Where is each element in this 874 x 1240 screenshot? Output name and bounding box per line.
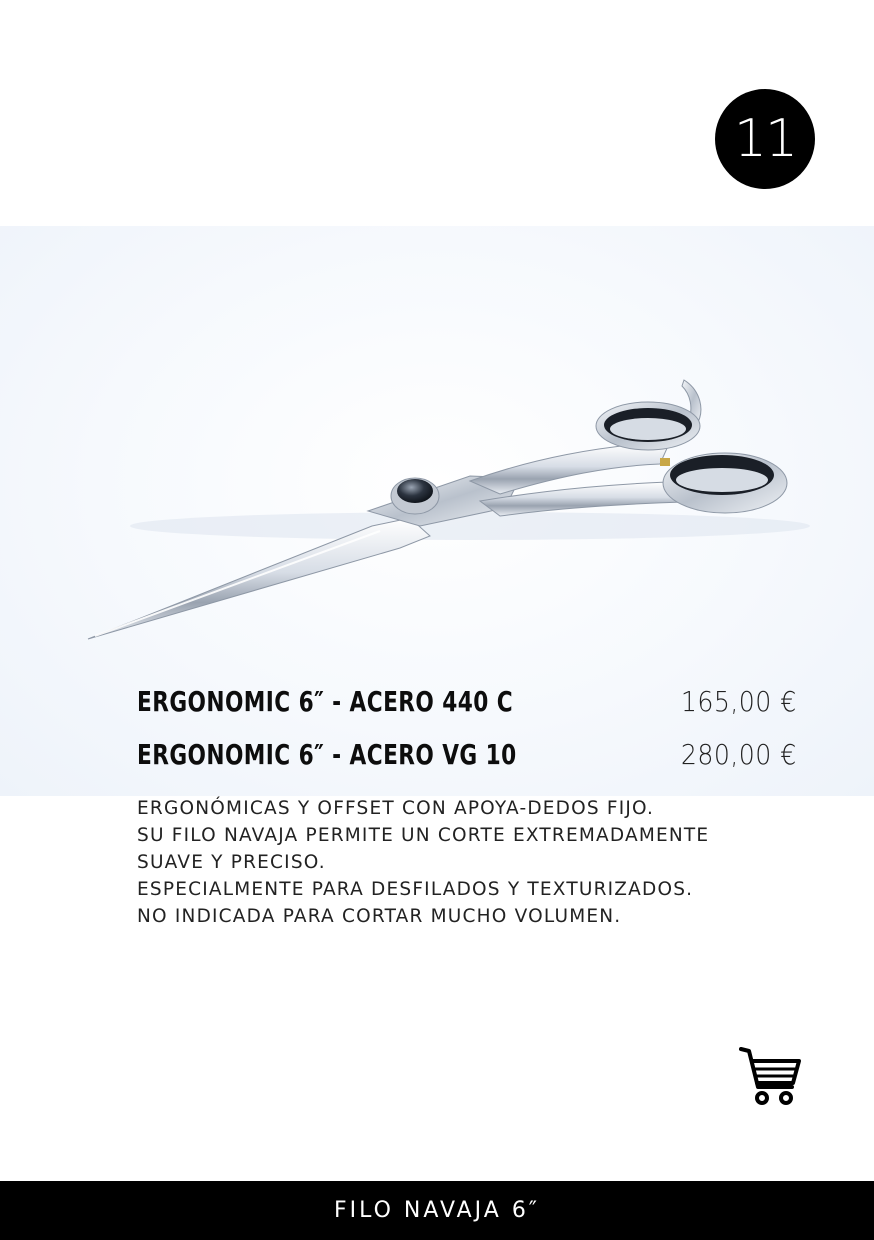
page-number-badge — [715, 89, 815, 189]
shopping-cart-icon[interactable] — [738, 1045, 802, 1107]
product-name: ERGONOMIC 6″ - ACERO VG 10 — [137, 737, 517, 771]
footer-title: FILO NAVAJA 6″ — [333, 1198, 541, 1223]
product-row — [137, 732, 797, 776]
product-description — [137, 795, 777, 930]
product-price: 165,00 € — [681, 684, 797, 718]
product-row — [137, 679, 797, 723]
description-line: SU FILO NAVAJA PERMITE UN CORTE EXTREMADAMENTE — [137, 825, 710, 846]
description-line: ESPECIALMENTE PARA DESFILADOS Y TEXTURIZADOS. — [137, 879, 694, 900]
product-price: 280,00 € — [681, 737, 797, 771]
description-line: NO INDICADA PARA CORTAR MUCHO VOLUMEN. — [137, 906, 622, 927]
description-line: SUAVE Y PRECISO. — [137, 852, 326, 873]
description-line: ERGONÓMICAS Y OFFSET CON APOYA-DEDOS FIJO. — [137, 798, 655, 819]
page-number: 11 — [733, 109, 797, 169]
footer-bar — [0, 1181, 874, 1240]
product-name: ERGONOMIC 6″ - ACERO 440 C — [137, 684, 514, 718]
